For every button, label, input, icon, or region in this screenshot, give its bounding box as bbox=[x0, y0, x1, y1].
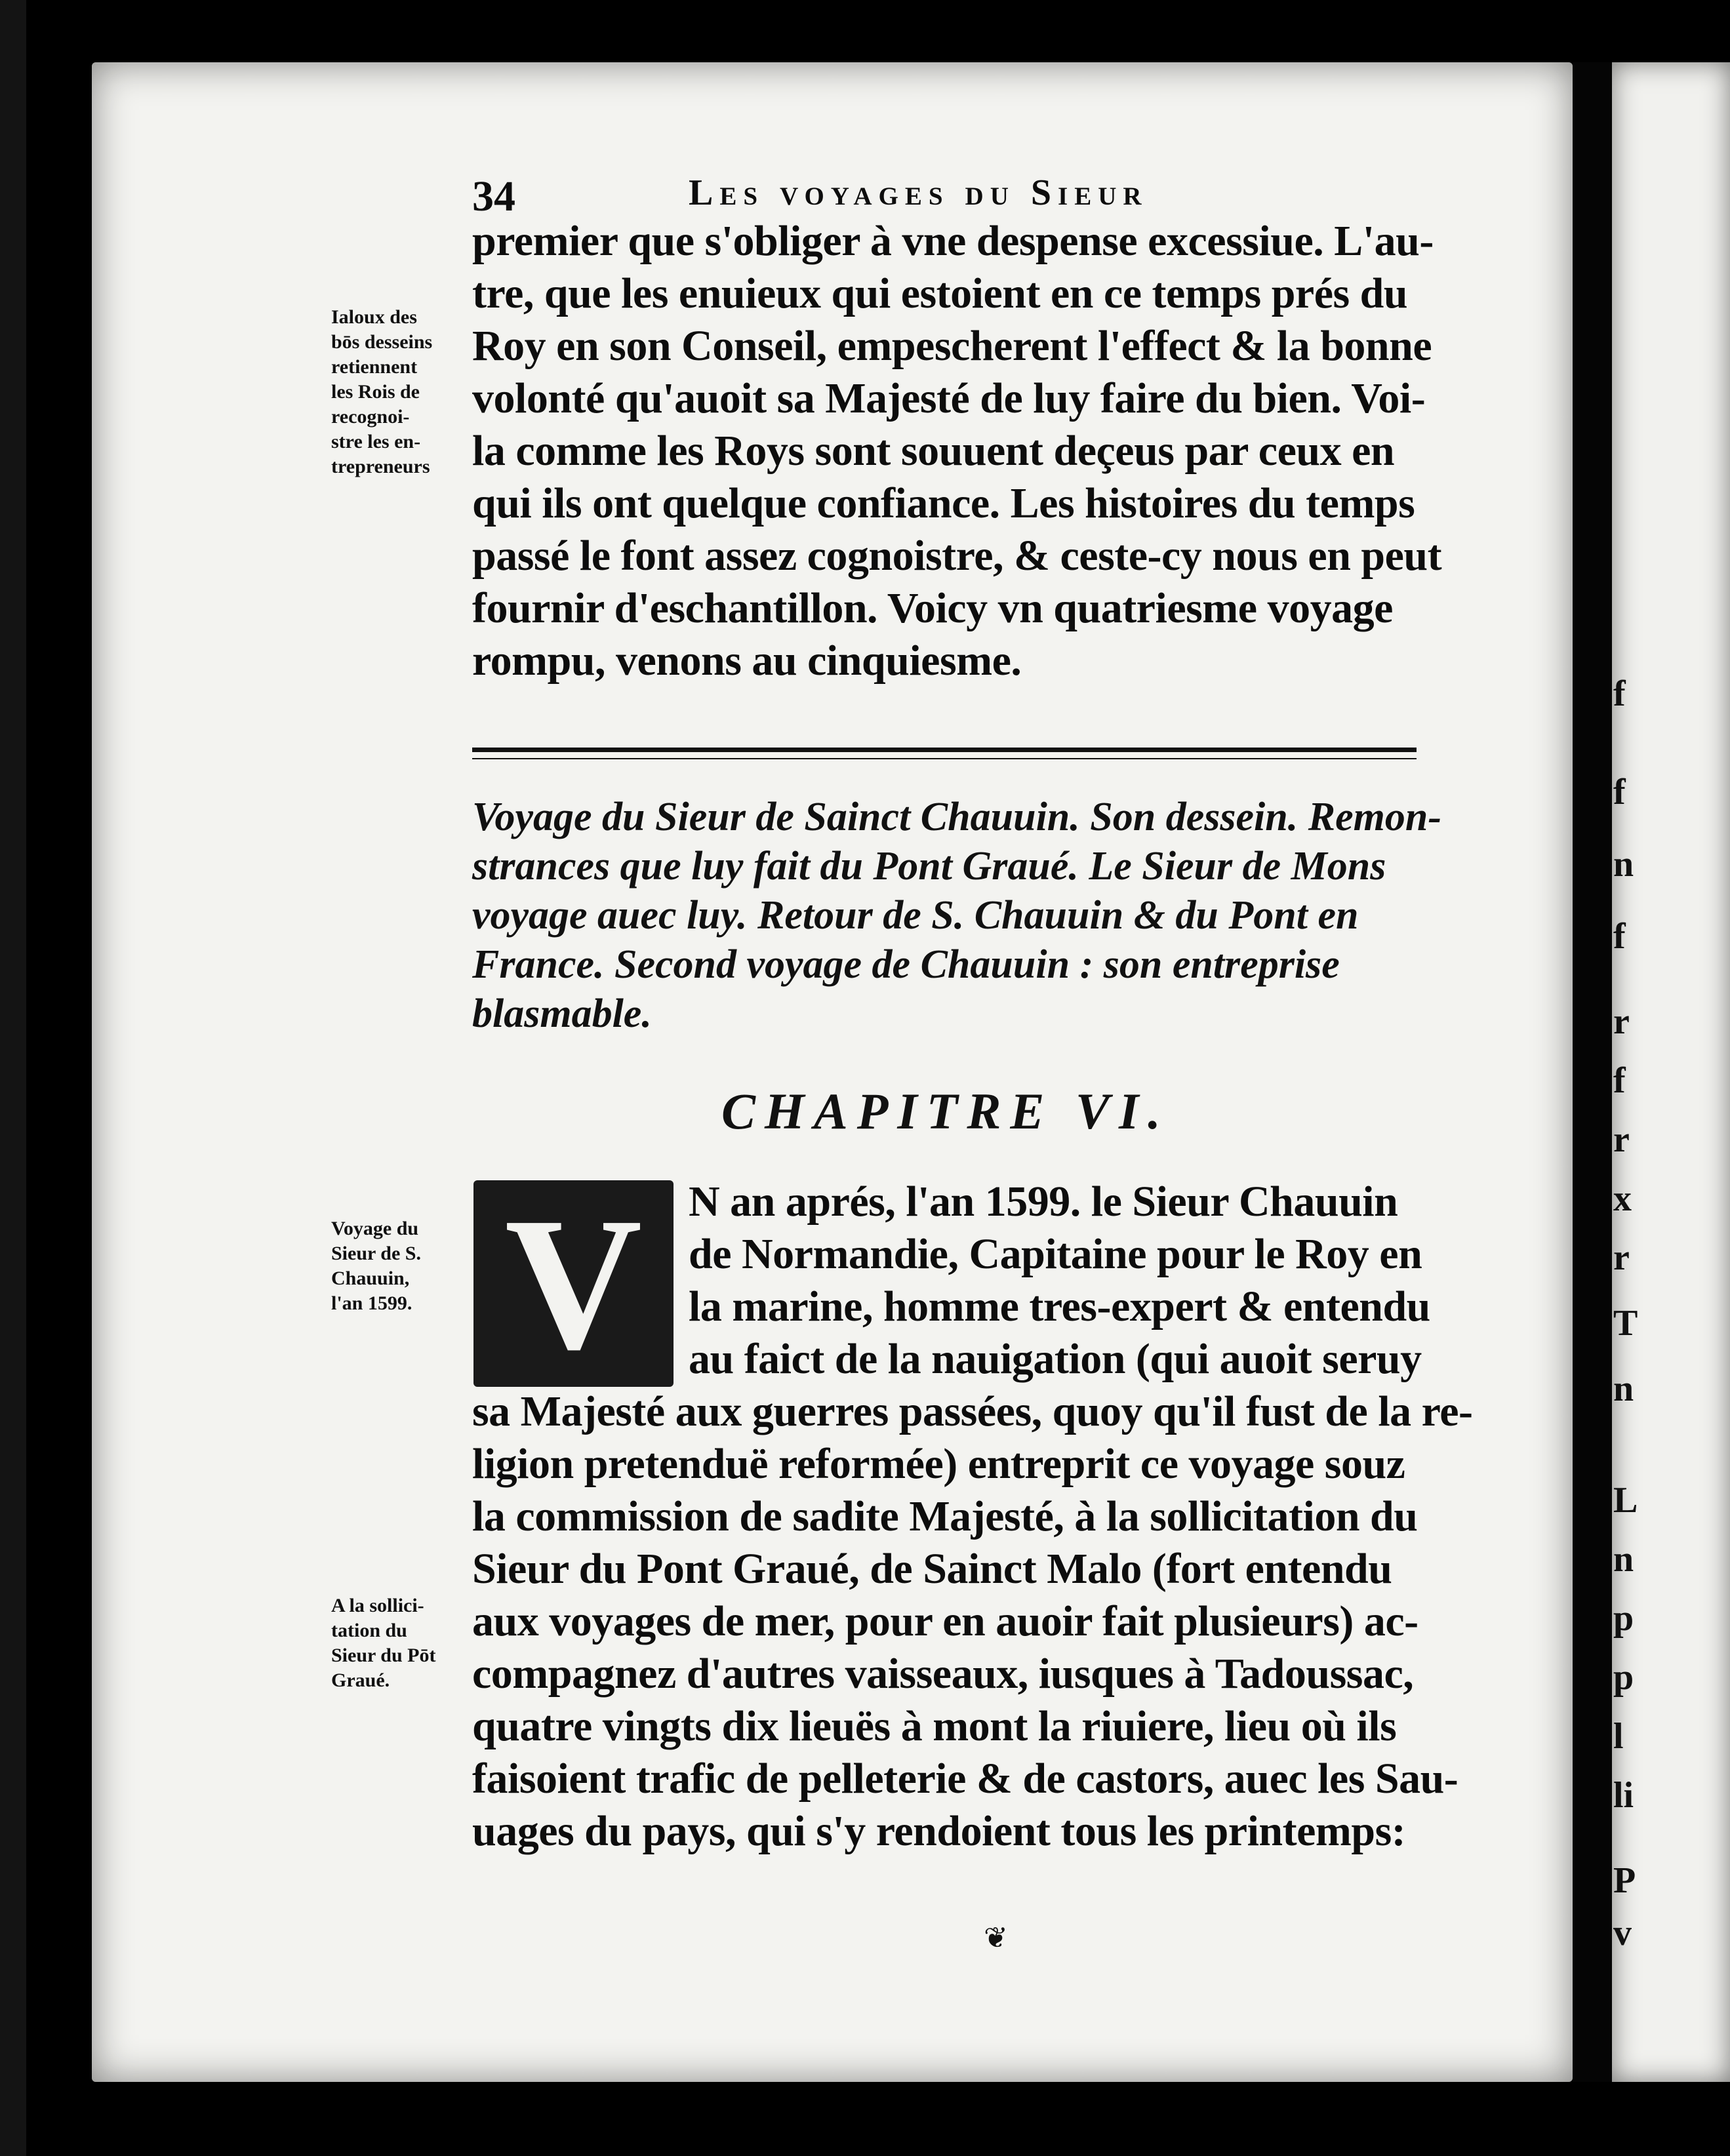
margin-note-line: les Rois de bbox=[331, 381, 420, 403]
facing-page-fragment: r bbox=[1613, 1237, 1630, 1278]
margin-note-line: Graué. bbox=[331, 1669, 390, 1691]
margin-note-line: tation du bbox=[331, 1620, 407, 1641]
margin-note-line: Ialoux des bbox=[331, 306, 417, 328]
catchword-ornament: ❦ bbox=[984, 1921, 1008, 1955]
facing-page-fragment: f bbox=[1613, 772, 1626, 812]
text-line: premier que s'obliger à vne despense excessiue. L'au- bbox=[472, 217, 1434, 265]
text-line: uages du pays, qui s'y rendoient tous les printemps: bbox=[472, 1807, 1406, 1855]
text-line: sa Majesté aux guerres passées, quoy qu'il fust de la re- bbox=[472, 1387, 1473, 1435]
facing-page-fragment: T bbox=[1613, 1303, 1638, 1344]
margin-note-line: recognoi- bbox=[331, 406, 410, 428]
text-line: la comme les Roys sont souuent deçeus par ceux en bbox=[472, 427, 1395, 475]
facing-page-fragment: p bbox=[1613, 1657, 1634, 1698]
margin-note-line: Chauuin, bbox=[331, 1268, 410, 1289]
margin-note-line: trepreneurs bbox=[331, 456, 430, 477]
facing-page-fragment: x bbox=[1613, 1178, 1632, 1219]
facing-page-fragment: f bbox=[1613, 1060, 1626, 1101]
running-title: Les voyages du Sieur bbox=[689, 172, 1148, 213]
text-line: Sieur du Pont Graué, de Sainct Malo (fort entendu bbox=[472, 1545, 1392, 1593]
text-line: rompu, venons au cinquiesme. bbox=[472, 637, 1022, 685]
facing-page-fragment: f bbox=[1613, 916, 1626, 957]
text-line: quatre vingts dix lieuës à mont la riuiere, lieu où ils bbox=[472, 1702, 1397, 1750]
running-header bbox=[472, 172, 1449, 218]
text-line: volonté qu'auoit sa Majesté de luy faire du bien. Voi- bbox=[472, 374, 1426, 422]
margin-note-jealous bbox=[331, 305, 432, 479]
facing-page-fragment: r bbox=[1613, 1119, 1630, 1160]
book-gutter bbox=[1573, 62, 1612, 2082]
facing-page-fragment: P bbox=[1613, 1860, 1636, 1901]
text-line: aux voyages de mer, pour en auoir fait plusieurs) ac- bbox=[472, 1597, 1418, 1645]
text-line: ligion pretenduë reformée) entreprit ce voyage souz bbox=[472, 1440, 1405, 1488]
text-line: N an aprés, l'an 1599. le Sieur Chauuin bbox=[689, 1178, 1398, 1226]
drop-cap-letter: V bbox=[504, 1178, 643, 1389]
facing-page-fragment: n bbox=[1613, 1368, 1634, 1409]
page-number: 34 bbox=[472, 172, 515, 220]
text-line: de Normandie, Capitaine pour le Roy en bbox=[689, 1230, 1422, 1278]
facing-page-fragment: l bbox=[1613, 1716, 1624, 1757]
margin-note-line: retiennent bbox=[331, 356, 418, 378]
text-line: compagnez d'autres vaisseaux, iusques à Tadoussac, bbox=[472, 1650, 1414, 1698]
facing-page-fragment: f bbox=[1613, 673, 1626, 714]
chapter-summary-line: France. Second voyage de Chauuin : son entreprise bbox=[472, 942, 1340, 987]
facing-page-fragment: v bbox=[1613, 1913, 1632, 1953]
text-line: la commission de sadite Majesté, à la sollicitation du bbox=[472, 1492, 1418, 1540]
text-line: au faict de la nauigation (qui auoit seruy bbox=[689, 1335, 1422, 1383]
decorated-initial bbox=[473, 1180, 674, 1387]
section-rule bbox=[472, 748, 1417, 752]
facing-page-edge bbox=[1612, 62, 1730, 2082]
chapter-summary-line: voyage auec luy. Retour de S. Chauuin & du Pont en bbox=[472, 893, 1359, 938]
section-rule-thin bbox=[472, 758, 1417, 759]
margin-note-voyage bbox=[331, 1216, 421, 1316]
margin-note-line: Sieur du Pōt bbox=[331, 1645, 436, 1666]
margin-note-line: bōs desseins bbox=[331, 331, 433, 353]
facing-page-fragment: r bbox=[1613, 1001, 1630, 1042]
chapter-title: CHAPITRE VI. bbox=[721, 1083, 1170, 1140]
chapter-summary-line: strances que luy fait du Pont Graué. Le Sieur de Mons bbox=[472, 844, 1386, 888]
facing-page-fragment: n bbox=[1613, 844, 1634, 885]
chapter-summary-line: Voyage du Sieur de Sainct Chauuin. Son dessein. Remon- bbox=[472, 795, 1441, 839]
margin-note-line: l'an 1599. bbox=[331, 1292, 412, 1314]
chapter-summary-line: blasmable. bbox=[472, 991, 652, 1036]
text-line: Roy en son Conseil, empescherent l'effect & la bonne bbox=[472, 322, 1432, 370]
facing-page-fragment: li bbox=[1613, 1775, 1634, 1816]
text-line: la marine, homme tres-expert & entendu bbox=[689, 1283, 1430, 1330]
text-line: tre, que les enuieux qui estoient en ce temps prés du bbox=[472, 270, 1408, 317]
text-line: faisoient trafic de pelleterie & de castors, auec les Sau- bbox=[472, 1755, 1458, 1803]
margin-note-solicitation bbox=[331, 1593, 435, 1693]
scan-left-edge bbox=[0, 0, 26, 2156]
text-line: fournir d'eschantillon. Voicy vn quatriesme voyage bbox=[472, 584, 1393, 632]
facing-page-fragment: L bbox=[1613, 1480, 1638, 1521]
margin-note-line: stre les en- bbox=[331, 431, 421, 452]
text-line: passé le font assez cognoistre, & ceste-cy nous en peut bbox=[472, 532, 1442, 580]
facing-page-fragment: p bbox=[1613, 1598, 1634, 1639]
margin-note-line: Voyage du bbox=[331, 1218, 419, 1239]
margin-note-line: A la sollici- bbox=[331, 1595, 424, 1616]
margin-note-line: Sieur de S. bbox=[331, 1243, 421, 1264]
text-line: qui ils ont quelque confiance. Les histoires du temps bbox=[472, 479, 1415, 527]
facing-page-fragment: n bbox=[1613, 1539, 1634, 1580]
